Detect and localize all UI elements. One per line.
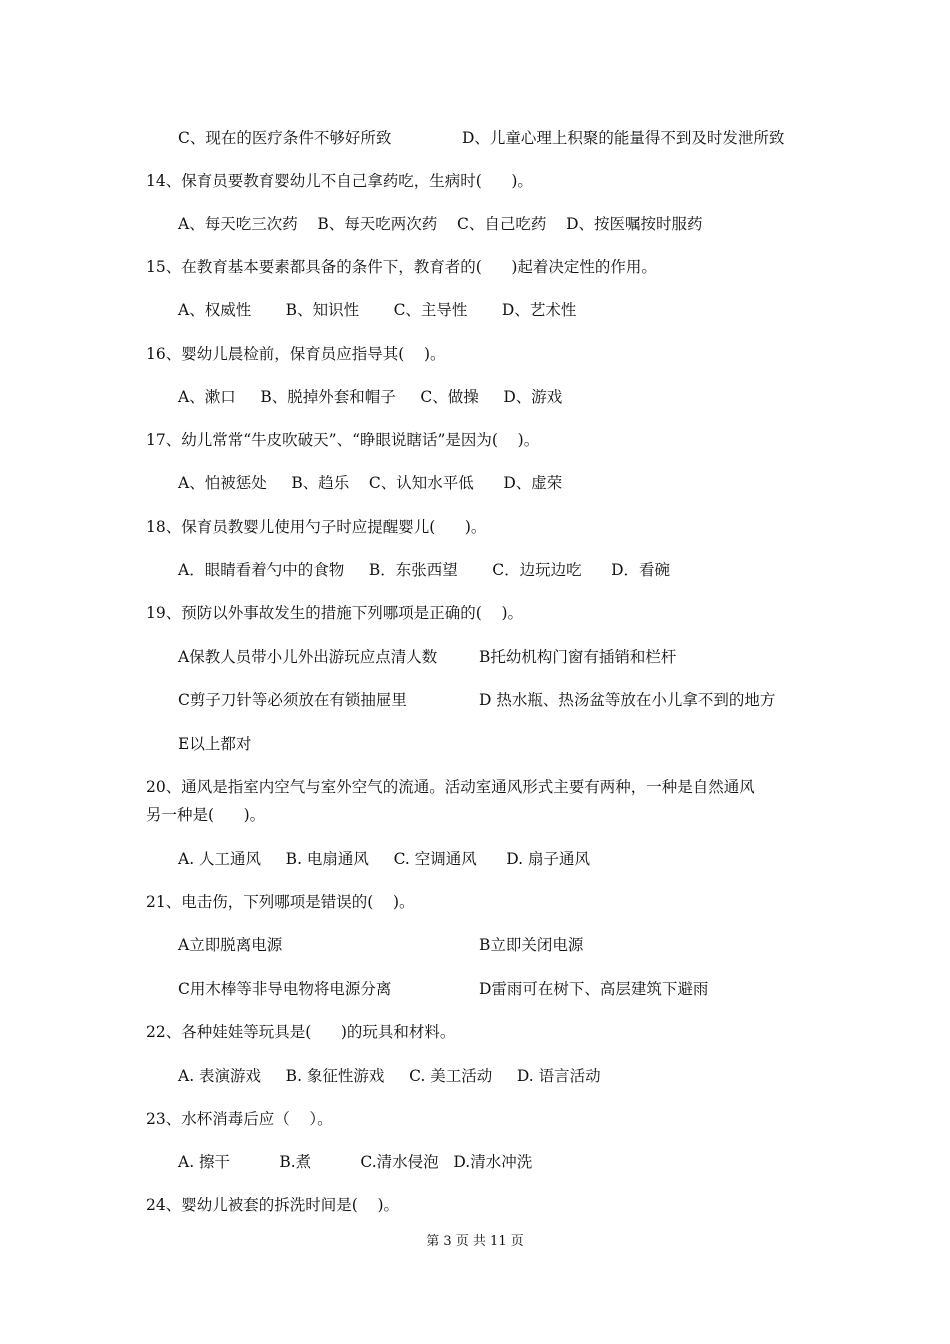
question-15: 15、在教育基本要素都具备的条件下，教育者的( )起着决定性的作用。 bbox=[146, 258, 657, 276]
q21-option-c: C用木棒等非导电物将电源分离 bbox=[178, 980, 392, 998]
question-14-options: A、每天吃三次药 B、每天吃两次药 C、自己吃药 D、按医嘱按时服药 bbox=[178, 215, 703, 233]
question-21: 21、电击伤，下列哪项是错误的( )。 bbox=[146, 893, 415, 911]
question-20-line-2: 另一种是( )。 bbox=[146, 806, 266, 824]
q13-option-c: C、现在的医疗条件不够好所致 bbox=[178, 129, 392, 147]
q21-option-b: B立即关闭电源 bbox=[479, 936, 584, 954]
page-footer: 第 3 页 共 11 页 bbox=[426, 1234, 524, 1249]
q19-option-d: D 热水瓶、热汤盆等放在小儿拿不到的地方 bbox=[479, 691, 776, 709]
question-19: 19、预防以外事故发生的措施下列哪项是正确的( )。 bbox=[146, 604, 524, 622]
question-23-options: A. 擦干 B.煮 C.清水侵泡 D.清水冲洗 bbox=[178, 1153, 533, 1171]
question-24: 24、婴幼儿被套的拆洗时间是( )。 bbox=[146, 1196, 400, 1214]
question-15-options: A、权威性 B、知识性 C、主导性 D、艺术性 bbox=[178, 301, 577, 319]
question-18-options: A．眼睛看着勺中的食物 B．东张西望 C．边玩边吃 D．看碗 bbox=[178, 561, 671, 579]
question-14: 14、保育员要教育婴幼儿不自己拿药吃，生病时( )。 bbox=[146, 172, 533, 190]
question-22: 22、各种娃娃等玩具是( )的玩具和材料。 bbox=[146, 1023, 456, 1041]
question-16: 16、婴幼儿晨检前，保育员应指导其( )。 bbox=[146, 345, 446, 363]
q19-option-b: B托幼机构门窗有插销和栏杆 bbox=[479, 648, 677, 666]
q19-option-a: A保教人员带小儿外出游玩应点清人数 bbox=[178, 648, 438, 666]
q21-option-d: D雷雨可在树下、高层建筑下避雨 bbox=[479, 980, 709, 998]
q21-option-a: A立即脱离电源 bbox=[178, 936, 283, 954]
q19-option-e: E以上都对 bbox=[178, 735, 252, 753]
question-17-options: A、怕被惩处 B、趋乐 C、认知水平低 D、虚荣 bbox=[178, 474, 563, 492]
question-18: 18、保育员教婴儿使用勺子时应提醒婴儿( )。 bbox=[146, 518, 487, 536]
question-20-options: A. 人工通风 B. 电扇通风 C. 空调通风 D. 扇子通风 bbox=[178, 850, 591, 868]
q19-option-c: C剪子刀针等必须放在有锁抽屉里 bbox=[178, 691, 407, 709]
question-22-options: A. 表演游戏 B. 象征性游戏 C. 美工活动 D. 语言活动 bbox=[178, 1067, 601, 1085]
q13-option-d: D、儿童心理上积聚的能量得不到及时发泄所致 bbox=[462, 129, 785, 147]
question-20-line-1: 20、通风是指室内空气与室外空气的流通。活动室通风形式主要有两种，一种是自然通风 bbox=[146, 778, 755, 796]
question-16-options: A、漱口 B、脱掉外套和帽子 C、做操 D、游戏 bbox=[178, 388, 563, 406]
question-17: 17、幼儿常常“牛皮吹破天”、“睁眼说瞎话”是因为( )。 bbox=[146, 431, 540, 449]
question-23: 23、水杯消毒后应（ ）。 bbox=[146, 1110, 333, 1128]
